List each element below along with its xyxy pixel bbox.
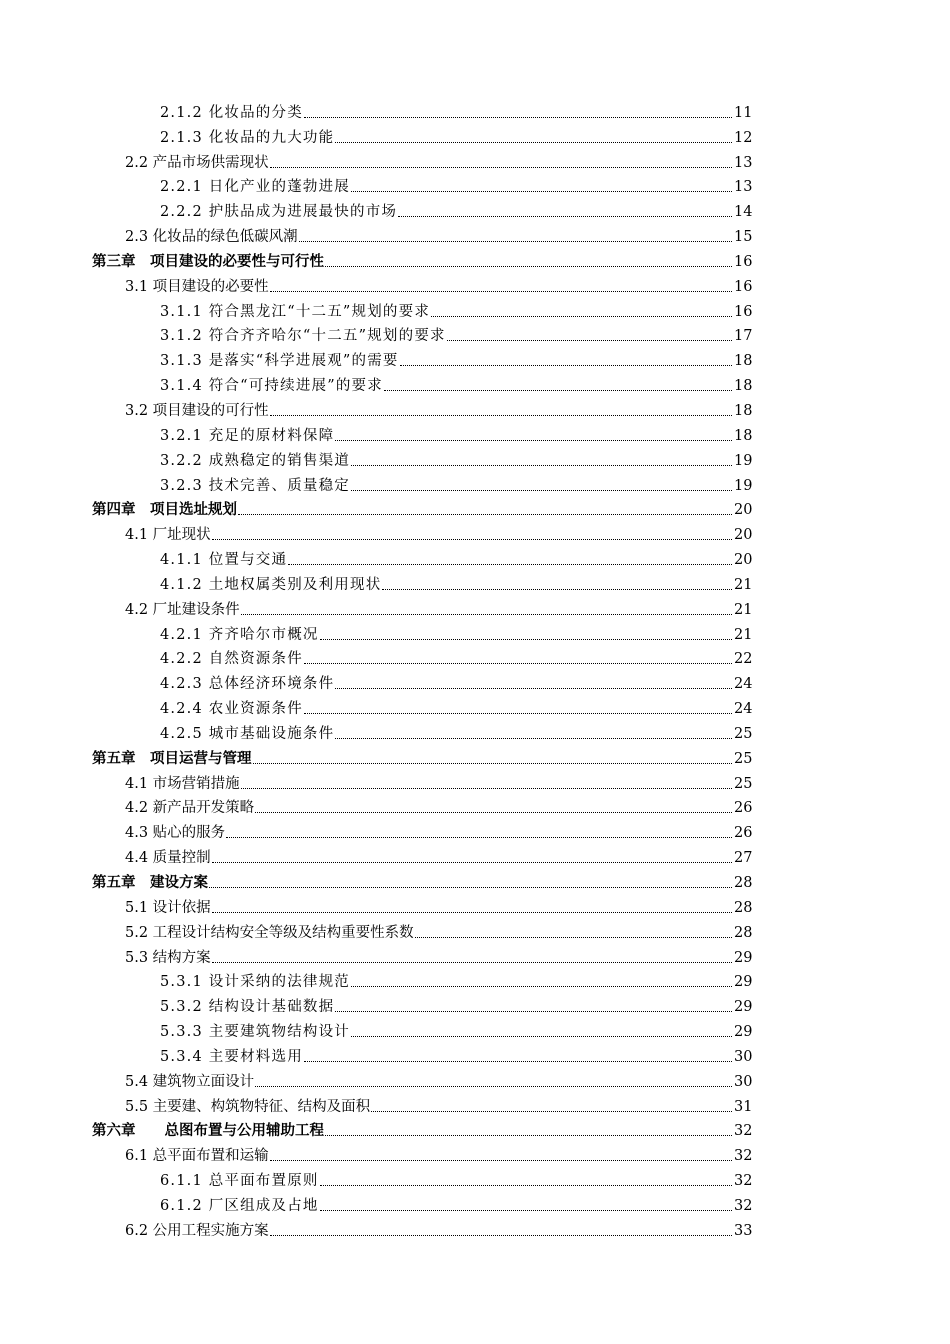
toc-section-entry[interactable] (0, 1217, 950, 1242)
toc-page-number: 32 (734, 1173, 753, 1190)
toc-chapter-entry[interactable] (0, 869, 950, 894)
toc-entry-title: 6.1 总平面布置和运输 (125, 1148, 269, 1165)
toc-entry-title: 5.3.3 主要建筑物结构设计 (160, 1024, 351, 1041)
dot-leader (335, 1011, 732, 1012)
dot-leader (226, 837, 732, 838)
toc-subsection-entry[interactable] (0, 621, 950, 646)
toc-section-entry[interactable] (0, 1093, 950, 1118)
toc-page-number: 25 (734, 775, 753, 792)
dot-leader (304, 117, 732, 118)
toc-page-number: 31 (734, 1098, 753, 1115)
toc-section-entry[interactable] (0, 844, 950, 869)
toc-subsection-entry[interactable] (0, 174, 950, 199)
toc-chapter-entry[interactable] (0, 497, 950, 522)
toc-subsection-entry[interactable] (0, 571, 950, 596)
toc-section-entry[interactable] (0, 770, 950, 795)
dot-leader (400, 365, 732, 366)
toc-page-number: 16 (734, 303, 753, 320)
toc-subsection-entry[interactable] (0, 124, 950, 149)
dot-leader (320, 1185, 732, 1186)
toc-section-entry[interactable] (0, 894, 950, 919)
toc-page-number: 18 (734, 353, 753, 370)
toc-section-entry[interactable] (0, 596, 950, 621)
toc-entry-title: 3.1.1 符合黑龙江“十二五”规划的要求 (160, 303, 431, 320)
toc-entry-title: 2.1.3 化妆品的九大功能 (160, 129, 335, 146)
toc-page-number: 11 (734, 104, 753, 121)
toc-entry-title: 3.2 项目建设的可行性 (125, 402, 269, 419)
toc-page-number: 25 (734, 750, 753, 767)
dot-leader (415, 937, 732, 938)
toc-entry-title: 3.1.3 是落实“科学进展观”的需要 (160, 353, 399, 370)
toc-page-number: 16 (734, 278, 753, 295)
dot-leader (212, 539, 732, 540)
dot-leader (325, 266, 732, 267)
dot-leader (299, 241, 732, 242)
toc-entry-title: 4.2 新产品开发策略 (125, 800, 255, 817)
dot-leader (351, 465, 732, 466)
toc-page-number: 28 (734, 899, 753, 916)
dot-leader (351, 490, 732, 491)
toc-entry-title: 4.1 厂址现状 (125, 527, 211, 544)
dot-leader (270, 167, 732, 168)
toc-section-entry[interactable] (0, 919, 950, 944)
toc-entry-title: 4.2 厂址建设条件 (125, 601, 240, 618)
toc-chapter-entry[interactable] (0, 248, 950, 273)
dot-leader (351, 986, 732, 987)
dot-leader (398, 216, 732, 217)
toc-entry-title: 4.1.2 土地权属类别及利用现状 (160, 576, 382, 593)
toc-page-number: 15 (734, 229, 753, 246)
toc-chapter-entry[interactable] (0, 745, 950, 770)
toc-page-number: 22 (734, 651, 753, 668)
toc-entry-title: 4.2.3 总体经济环境条件 (160, 676, 335, 693)
toc-entry-title: 5.4 建筑物立面设计 (125, 1073, 255, 1090)
toc-subsection-entry[interactable] (0, 347, 950, 372)
toc-subsection-entry[interactable] (0, 1167, 950, 1192)
toc-entry-title: 2.2.1 日化产业的蓬勃进展 (160, 179, 351, 196)
toc-entry-title: 6.2 公用工程实施方案 (125, 1222, 269, 1239)
toc-entry-title: 4.2.5 城市基础设施条件 (160, 725, 335, 742)
table-of-contents (0, 99, 950, 1242)
toc-entry-title: 5.3 结构方案 (125, 949, 211, 966)
toc-subsection-entry[interactable] (0, 646, 950, 671)
toc-subsection-entry[interactable] (0, 695, 950, 720)
toc-subsection-entry[interactable] (0, 298, 950, 323)
toc-section-entry[interactable] (0, 819, 950, 844)
dot-leader (304, 713, 732, 714)
toc-subsection-entry[interactable] (0, 1192, 950, 1217)
toc-subsection-entry[interactable] (0, 99, 950, 124)
dot-leader (335, 688, 732, 689)
toc-chapter-entry[interactable] (0, 1118, 950, 1143)
toc-subsection-entry[interactable] (0, 1018, 950, 1043)
toc-entry-title: 第三章 项目建设的必要性与可行性 (92, 252, 324, 270)
toc-page-number: 20 (734, 502, 753, 519)
toc-entry-title: 4.4 质量控制 (125, 850, 211, 867)
toc-page-number: 26 (734, 825, 753, 842)
toc-subsection-entry[interactable] (0, 993, 950, 1018)
toc-subsection-entry[interactable] (0, 198, 950, 223)
toc-page-number: 29 (734, 974, 753, 991)
dot-leader (238, 514, 732, 515)
toc-section-entry[interactable] (0, 521, 950, 546)
toc-page-number: 32 (734, 1197, 753, 1214)
dot-leader (255, 1086, 732, 1087)
toc-entry-title: 5.3.1 设计采纳的法律规范 (160, 974, 351, 991)
dot-leader (270, 1235, 732, 1236)
dot-leader (351, 1036, 732, 1037)
dot-leader (320, 1210, 732, 1211)
toc-entry-title: 5.5 主要建、构筑物特征、结构及面积 (125, 1098, 371, 1115)
dot-leader (447, 340, 732, 341)
toc-subsection-entry[interactable] (0, 670, 950, 695)
dot-leader (270, 415, 732, 416)
toc-page-number: 29 (734, 949, 753, 966)
dot-leader (325, 1135, 732, 1136)
toc-page-number: 25 (734, 725, 753, 742)
toc-entry-title: 5.1 设计依据 (125, 899, 211, 916)
toc-subsection-entry[interactable] (0, 422, 950, 447)
toc-entry-title: 5.2 工程设计结构安全等级及结构重要性系数 (125, 924, 414, 941)
toc-subsection-entry[interactable] (0, 447, 950, 472)
toc-page-number: 21 (734, 601, 753, 618)
toc-page-number: 33 (734, 1222, 753, 1239)
toc-page-number: 20 (734, 527, 753, 544)
dot-leader (335, 738, 732, 739)
dot-leader (253, 763, 733, 764)
dot-leader (212, 862, 732, 863)
toc-page-number: 28 (734, 924, 753, 941)
dot-leader (270, 291, 732, 292)
dot-leader (351, 191, 732, 192)
toc-section-entry[interactable] (0, 1068, 950, 1093)
toc-entry-title: 第四章 项目选址规划 (92, 501, 237, 519)
dot-leader (241, 788, 732, 789)
dot-leader (384, 390, 732, 391)
dot-leader (335, 440, 732, 441)
toc-page-number: 18 (734, 402, 753, 419)
toc-entry-title: 2.3 化妆品的绿色低碳风潮 (125, 229, 298, 246)
toc-subsection-entry[interactable] (0, 969, 950, 994)
toc-entry-title: 2.2 产品市场供需现状 (125, 154, 269, 171)
dot-leader (304, 1061, 732, 1062)
toc-page-number: 32 (734, 1123, 753, 1140)
toc-page-number: 17 (734, 328, 753, 345)
toc-entry-title: 2.1.2 化妆品的分类 (160, 104, 303, 121)
toc-page-number: 19 (734, 452, 753, 469)
toc-page-number: 18 (734, 378, 753, 395)
toc-entry-title: 4.1.1 位置与交通 (160, 552, 288, 569)
toc-entry-title: 3.1.2 符合齐齐哈尔“十二五”规划的要求 (160, 328, 446, 345)
toc-entry-title: 2.2.2 护肤品成为进展最快的市场 (160, 204, 398, 221)
toc-page-number: 16 (734, 253, 753, 270)
toc-section-entry[interactable] (0, 149, 950, 174)
toc-page-number: 20 (734, 552, 753, 569)
toc-entry-title: 3.2.1 充足的原材料保障 (160, 427, 335, 444)
toc-page-number: 28 (734, 875, 753, 891)
toc-entry-title: 5.3.2 结构设计基础数据 (160, 999, 335, 1016)
toc-subsection-entry[interactable] (0, 472, 950, 497)
toc-page-number: 29 (734, 999, 753, 1016)
toc-entry-title: 第五章 项目运营与管理 (92, 749, 252, 767)
toc-entry-title: 4.3 贴心的服务 (125, 825, 226, 842)
toc-subsection-entry[interactable] (0, 372, 950, 397)
toc-page-number: 14 (734, 204, 753, 221)
toc-entry-title: 3.2.2 成熟稳定的销售渠道 (160, 452, 351, 469)
toc-page-number: 30 (734, 1073, 753, 1090)
toc-page-number: 26 (734, 800, 753, 817)
toc-page-number: 24 (734, 676, 753, 693)
toc-entry-title: 3.2.3 技术完善、质量稳定 (160, 477, 351, 494)
toc-subsection-entry[interactable] (0, 546, 950, 571)
toc-page-number: 13 (734, 154, 753, 171)
toc-page-number: 30 (734, 1048, 753, 1065)
dot-leader (255, 812, 732, 813)
toc-entry-title: 6.1.2 厂区组成及占地 (160, 1197, 319, 1214)
toc-subsection-entry[interactable] (0, 323, 950, 348)
toc-entry-title: 4.2.2 自然资源条件 (160, 651, 303, 668)
toc-section-entry[interactable] (0, 397, 950, 422)
dot-leader (304, 663, 732, 664)
toc-entry-title: 第六章 总图布置与公用辅助工程 (92, 1122, 324, 1140)
dot-leader (320, 639, 732, 640)
dot-leader (212, 962, 732, 963)
toc-entry-title: 第五章 建设方案 (92, 874, 208, 891)
dot-leader (382, 589, 732, 590)
toc-page-number: 12 (734, 129, 753, 146)
toc-page-number: 13 (734, 179, 753, 196)
toc-page-number: 21 (734, 626, 753, 643)
toc-entry-title: 4.1 市场营销措施 (125, 775, 240, 792)
toc-subsection-entry[interactable] (0, 1043, 950, 1068)
toc-entry-title: 6.1.1 总平面布置原则 (160, 1173, 319, 1190)
toc-entry-title: 4.2.1 齐齐哈尔市概况 (160, 626, 319, 643)
toc-page-number: 32 (734, 1148, 753, 1165)
dot-leader (241, 614, 732, 615)
toc-page-number: 29 (734, 1024, 753, 1041)
toc-page-number: 24 (734, 701, 753, 718)
toc-entry-title: 3.1 项目建设的必要性 (125, 278, 269, 295)
dot-leader (335, 142, 732, 143)
toc-section-entry[interactable] (0, 273, 950, 298)
toc-page-number: 27 (734, 850, 753, 867)
toc-subsection-entry[interactable] (0, 720, 950, 745)
toc-section-entry[interactable] (0, 795, 950, 820)
dot-leader (371, 1111, 732, 1112)
toc-entry-title: 5.3.4 主要材料选用 (160, 1048, 303, 1065)
toc-entry-title: 3.1.4 符合“可持续进展”的要求 (160, 378, 383, 395)
toc-section-entry[interactable] (0, 944, 950, 969)
toc-page-number: 19 (734, 477, 753, 494)
dot-leader (270, 1160, 732, 1161)
toc-section-entry[interactable] (0, 223, 950, 248)
toc-entry-title: 4.2.4 农业资源条件 (160, 701, 303, 718)
toc-page-number: 18 (734, 427, 753, 444)
toc-section-entry[interactable] (0, 1142, 950, 1167)
dot-leader (288, 564, 732, 565)
dot-leader (209, 887, 732, 888)
dot-leader (212, 912, 732, 913)
dot-leader (431, 316, 732, 317)
toc-page-number: 21 (734, 576, 753, 593)
